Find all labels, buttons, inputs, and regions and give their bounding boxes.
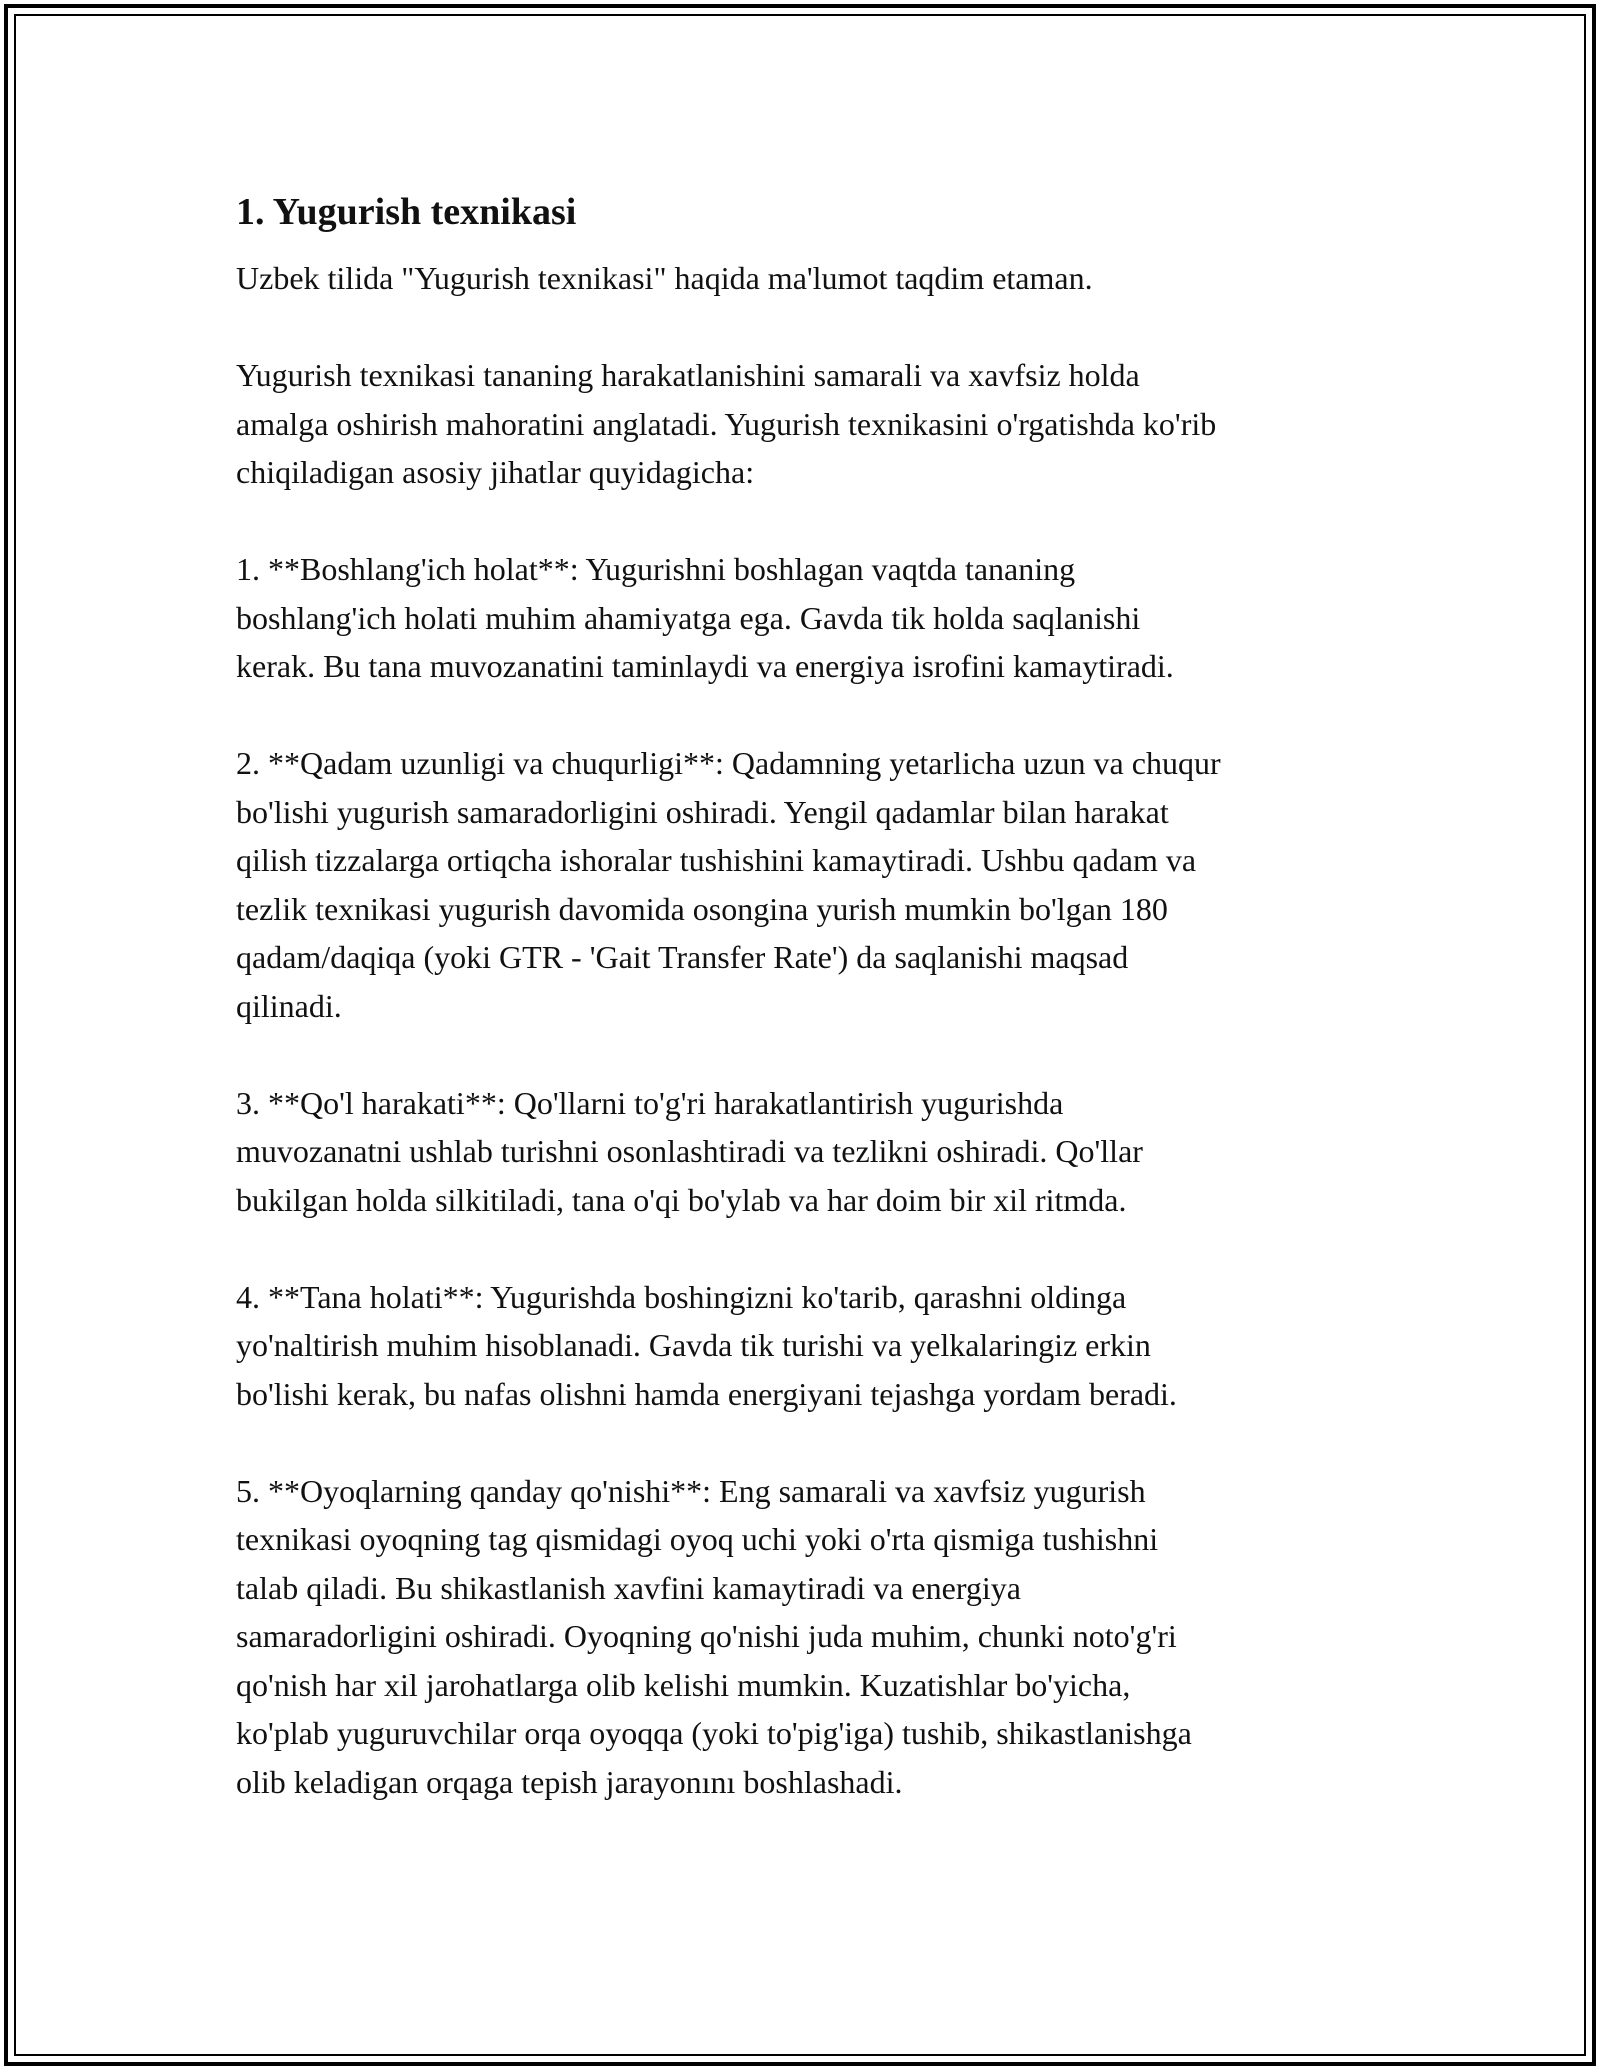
point-2-paragraph: 2. **Qadam uzunligi va chuqurligi**: Qadamning yetarlicha uzun va chuqur bo'lishi yugurish samaradorligini oshiradi. Yengil qadamlar bilan harakat qilish tizzalarga ortiqcha ishoralar tushishini kamaytiradi. Ushbu qadam va tezlik texnikasi yugurish davomida osongina yurish mumkin bo'lgan 180 qadam/daqiqa (yoki GTR - 'Gait Transfer Rate') da saqlanishi maqsad qilinadi.: [236, 745, 1221, 1024]
point-5-paragraph: 5. **Oyoqlarning qanday qo'nishi**: Eng samarali va xavfsiz yugurish texnikasi oyoqning tag qismidagi oyoq uchi yoki o'rta qismiga tushishni talab qiladi. Bu shikastlanish xavfini kamaytiradi va energiya samaradorligini oshiradi. Oyoqning qo'nishi juda muhim, chunki noto'g'ri qo'nish har xil jarohatlarga olib kelishi mumkin. Kuzatishlar bo'yicha, ko'plab yuguruvchilar orqa oyoqqa (yoki to'pig'iga) tushib, shikastlanishga olib keladigan orqaga tepish jarayonını boshlashadi.: [236, 1472, 1192, 1800]
point-4-paragraph: 4. **Tana holati**: Yugurishda boshingizni ko'tarib, qarashni oldinga yo'naltirish muhim hisoblanadi. Gavda tik turishi va yelkalaringiz erkin bo'lishi kerak, bu nafas olishni hamda energiyani tejashga yordam beradi.: [236, 1278, 1177, 1412]
overview-paragraph: Yugurish texnikasi tananing harakatlanishini samarali va xavfsiz holda amalga oshirish mahoratini anglatadi. Yugurish texnikasini o'rgatishda ko'rib chiqiladigan asosiy jihatlar quyidagicha:: [236, 357, 1217, 490]
document-body: [236, 184, 1396, 1855]
point-3-paragraph: 3. **Qo'l harakati**: Qo'llarni to'g'ri harakatlantirish yugurishda muvozanatni ushlab turishni osonlashtiradi va tezlikni oshiradi. Qo'llar bukilgan holda silkitiladi, tana o'qi bo'ylab va har doim bir xil ritmda.: [236, 1084, 1143, 1218]
document-title: 1. Yugurish texnikasi: [236, 191, 577, 233]
point-1-paragraph: 1. **Boshlang'ich holat**: Yugurishni boshlagan vaqtda tananing boshlang'ich holati muhim ahamiyatga ega. Gavda tik holda saqlanishi kerak. Bu tana muvozanatini taminlaydi va energiya isrofini kamaytiradi.: [236, 551, 1174, 684]
intro-paragraph: Uzbek tilida "Yugurish texnikasi" haqida ma'lumot taqdim etaman.: [236, 260, 1093, 296]
